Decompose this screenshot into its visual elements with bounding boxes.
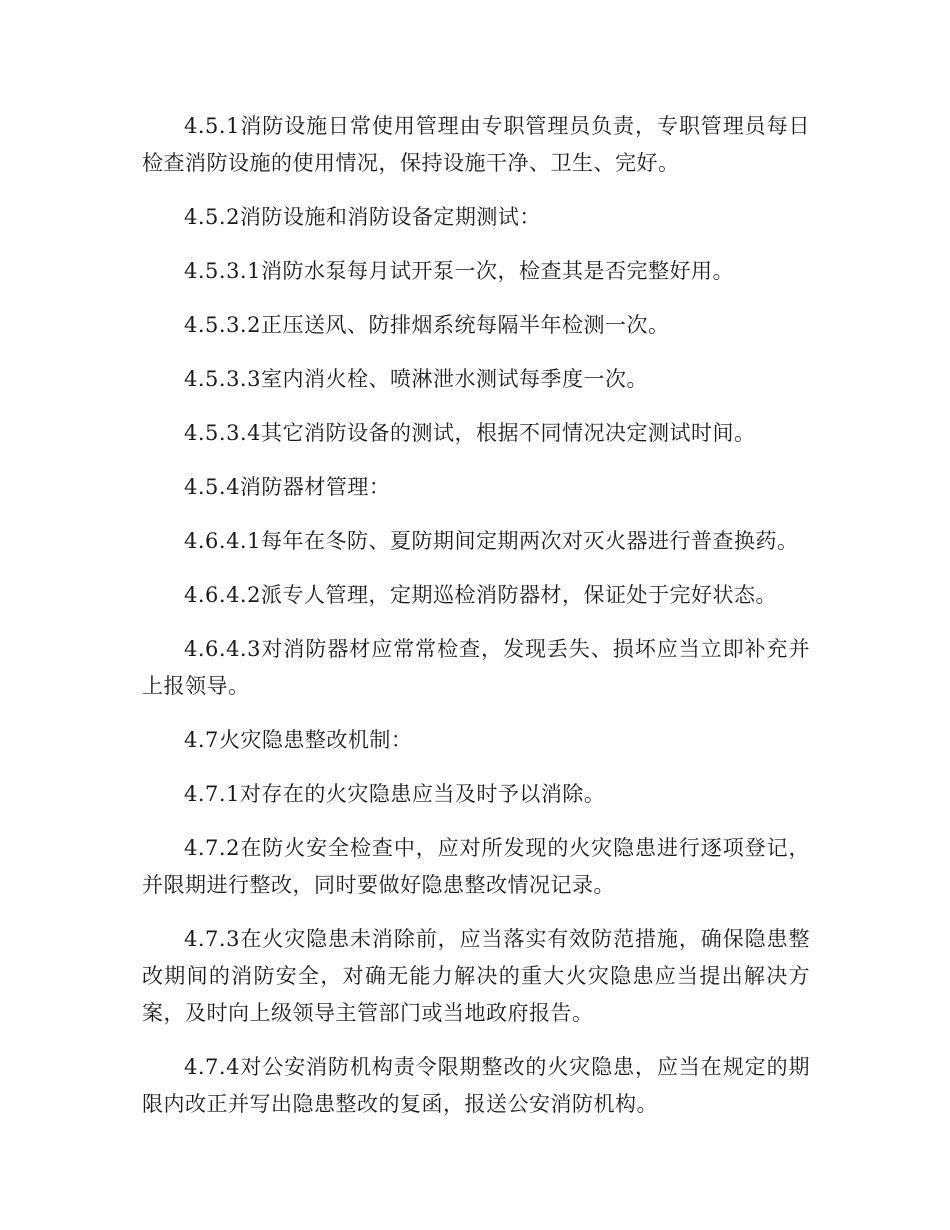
paragraph-4-6-4-1: 4.6.4.1每年在冬防、夏防期间定期两次对灭火器进行普查换药。 bbox=[184, 529, 799, 553]
paragraph-4-7-2: 4.7.2在防火安全检查中，应对所发现的火灾隐患进行逐项登记，并限期进行整改，同时要做好隐患整改情况记录。 bbox=[142, 836, 810, 897]
paragraph-4-6-4-3: 4.6.4.3对消防器材应常常检查，发现丢失、损坏应当立即补充并上报领导。 bbox=[142, 637, 810, 698]
paragraph-4-7-1: 4.7.1对存在的火灾隐患应当及时予以消除。 bbox=[184, 782, 606, 806]
paragraph-4-5-3-4: 4.5.3.4其它消防设备的测试，根据不同情况决定测试时间。 bbox=[184, 421, 756, 445]
paragraph-4-5-3-2: 4.5.3.2正压送风、防排烟系统每隔半年检测一次。 bbox=[184, 313, 670, 337]
paragraph-4-7-4: 4.7.4对公安消防机构责令限期整改的火灾隐患，应当在规定的期限内改正并写出隐患整改的复函，报送公安消防机构。 bbox=[142, 1055, 810, 1116]
paragraph-4-5-1: 4.5.1消防设施日常使用管理由专职管理员负责，专职管理员每日检查消防设施的使用情况，保持设施干净、卫生、完好。 bbox=[142, 114, 810, 175]
paragraph-4-5-2: 4.5.2消防设施和消防设备定期测试： bbox=[184, 205, 541, 229]
paragraph-4-7: 4.7火灾隐患整改机制： bbox=[184, 728, 413, 752]
paragraph-4-5-4: 4.5.4消防器材管理： bbox=[184, 475, 391, 499]
paragraph-4-5-3-1: 4.5.3.1消防水泵每月试开泵一次，检查其是否完整好用。 bbox=[184, 259, 734, 283]
paragraph-4-5-3-3: 4.5.3.3室内消火栓、喷淋泄水测试每季度一次。 bbox=[184, 367, 648, 391]
paragraph-4-6-4-2: 4.6.4.2派专人管理，定期巡检消防器材，保证处于完好状态。 bbox=[184, 583, 777, 607]
document-body bbox=[142, 108, 810, 1140]
paragraph-4-7-3: 4.7.3在火灾隐患未消除前，应当落实有效防范措施，确保隐患整改期间的消防安全，对确无能力解决的重大火灾隐患应当提出解决方案，及时向上级领导主管部门或当地政府报告。 bbox=[142, 927, 810, 1025]
